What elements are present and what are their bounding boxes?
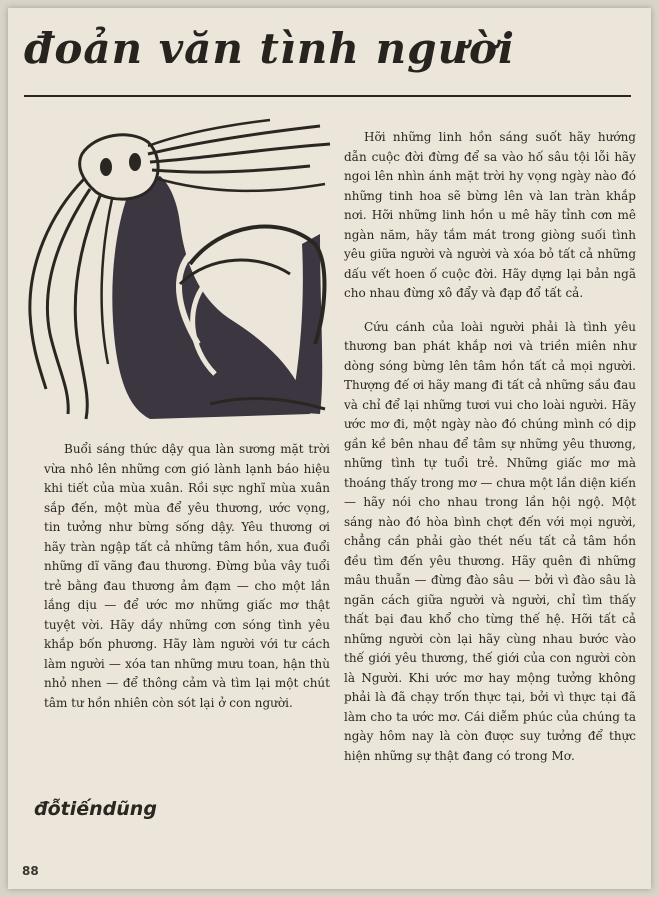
body-paragraph: Buổi sáng thức dậy qua làn sương mặt trời vừa nhô lên những cơn gió lành lạnh báo hiệu khi tiết của mùa xuân. Rồi sực nghĩ mùa xuân sắp đến, một mùa để yêu thương, ước vọng, tin tưởng như bừng sống dậy. Yêu thương ơi hãy tràn ngập tất cả những tâm hồn, xua đuổi những dĩ vãng đau thương. Đừng bủa vây tuổi trẻ bằng đau thương ảm đạm — cho một lần lắng dịu — để ước mơ những giấc mơ thật tuyệt vời. Hãy dầy những cơn sóng tình yêu khắp bốn phương. Hãy làm người với tư cách làm người — xóa tan những mưu toan, hận thù nhỏ nhen — để thông cảm và tìm lại một chút tâm tư hồn nhiên còn sót lại ở con người. [44,442,330,710]
left-column [44,440,330,713]
body-paragraph: Cứu cánh của loài người phải là tình yêu thương ban phát khắp nơi và triền miên như dòng sóng bừng lên tâm hồn tất cả mọi người. Thượng đế ơi hãy mang đi tất cả những sầu đau và chỉ để lại những tươi vui cho loài người. Hãy ước mơ đi, một ngày nào đó chúng mình có dịp gần kề bên nhau để tâm sự những yêu thương, những tình tự tuổi trẻ. Những giấc mơ mà thoáng thấy trong mơ — chưa một lần diện kiến — hãy nói cho nhau trong lần hội ngộ. Một sáng nào đó hòa bình chợt đến với mọi người, chẳng cần phải gào thét nếu tất cả tâm hồn đều tìm đến yêu thương. Hãy quên đi những mâu thuẫn — đừng đào sâu — bởi vì đào sâu là ngăn cách giữa người và người, chỉ tìm thấy thất bại đau khổ cho từng thế hệ. Hỡi tất cả những người còn lại hãy cùng nhau bước vào thế giới yêu thương, thế giới của con người còn là Người. Khi ước mơ hay mộng tưởng không phải là đã chạy trốn thực tại, bởi vì thực tại đã làm cho ta ước mơ. Cái diễm phúc của chúng ta ngày hôm nay là còn được suy tưởng để thực hiện những sự thật đang có trong Mơ. [344,319,636,763]
right-column [344,128,636,766]
title-rule [24,95,631,97]
page-number: 88 [22,864,39,878]
body-paragraph: Hỡi những linh hồn sáng suốt hãy hướng dẫn cuộc đời đừng để sa vào hố sâu tội lỗi hãy ngoi lên nhìn ánh mặt trời hy vọng ngày nào đó những tinh hoa sẽ bừng lên và lan tràn khắp nơi. Hỡi những linh hồn u mê hãy tỉnh cơn mê ngàn năm, hãy tắm mát trong giòng suối tình yêu giữa người và người và xóa bỏ tất cả những dấu vết hoen ố cuộc đời. Hãy dựng lại bản ngã cho nhau đừng xô đẩy và đạp đổ tất cả. [344,130,636,300]
magazine-page [8,8,651,889]
article-title: đoản văn tình người [24,24,515,73]
woman-hair-illustration [20,114,332,422]
author-byline: đỗtiếndũng [34,798,157,820]
